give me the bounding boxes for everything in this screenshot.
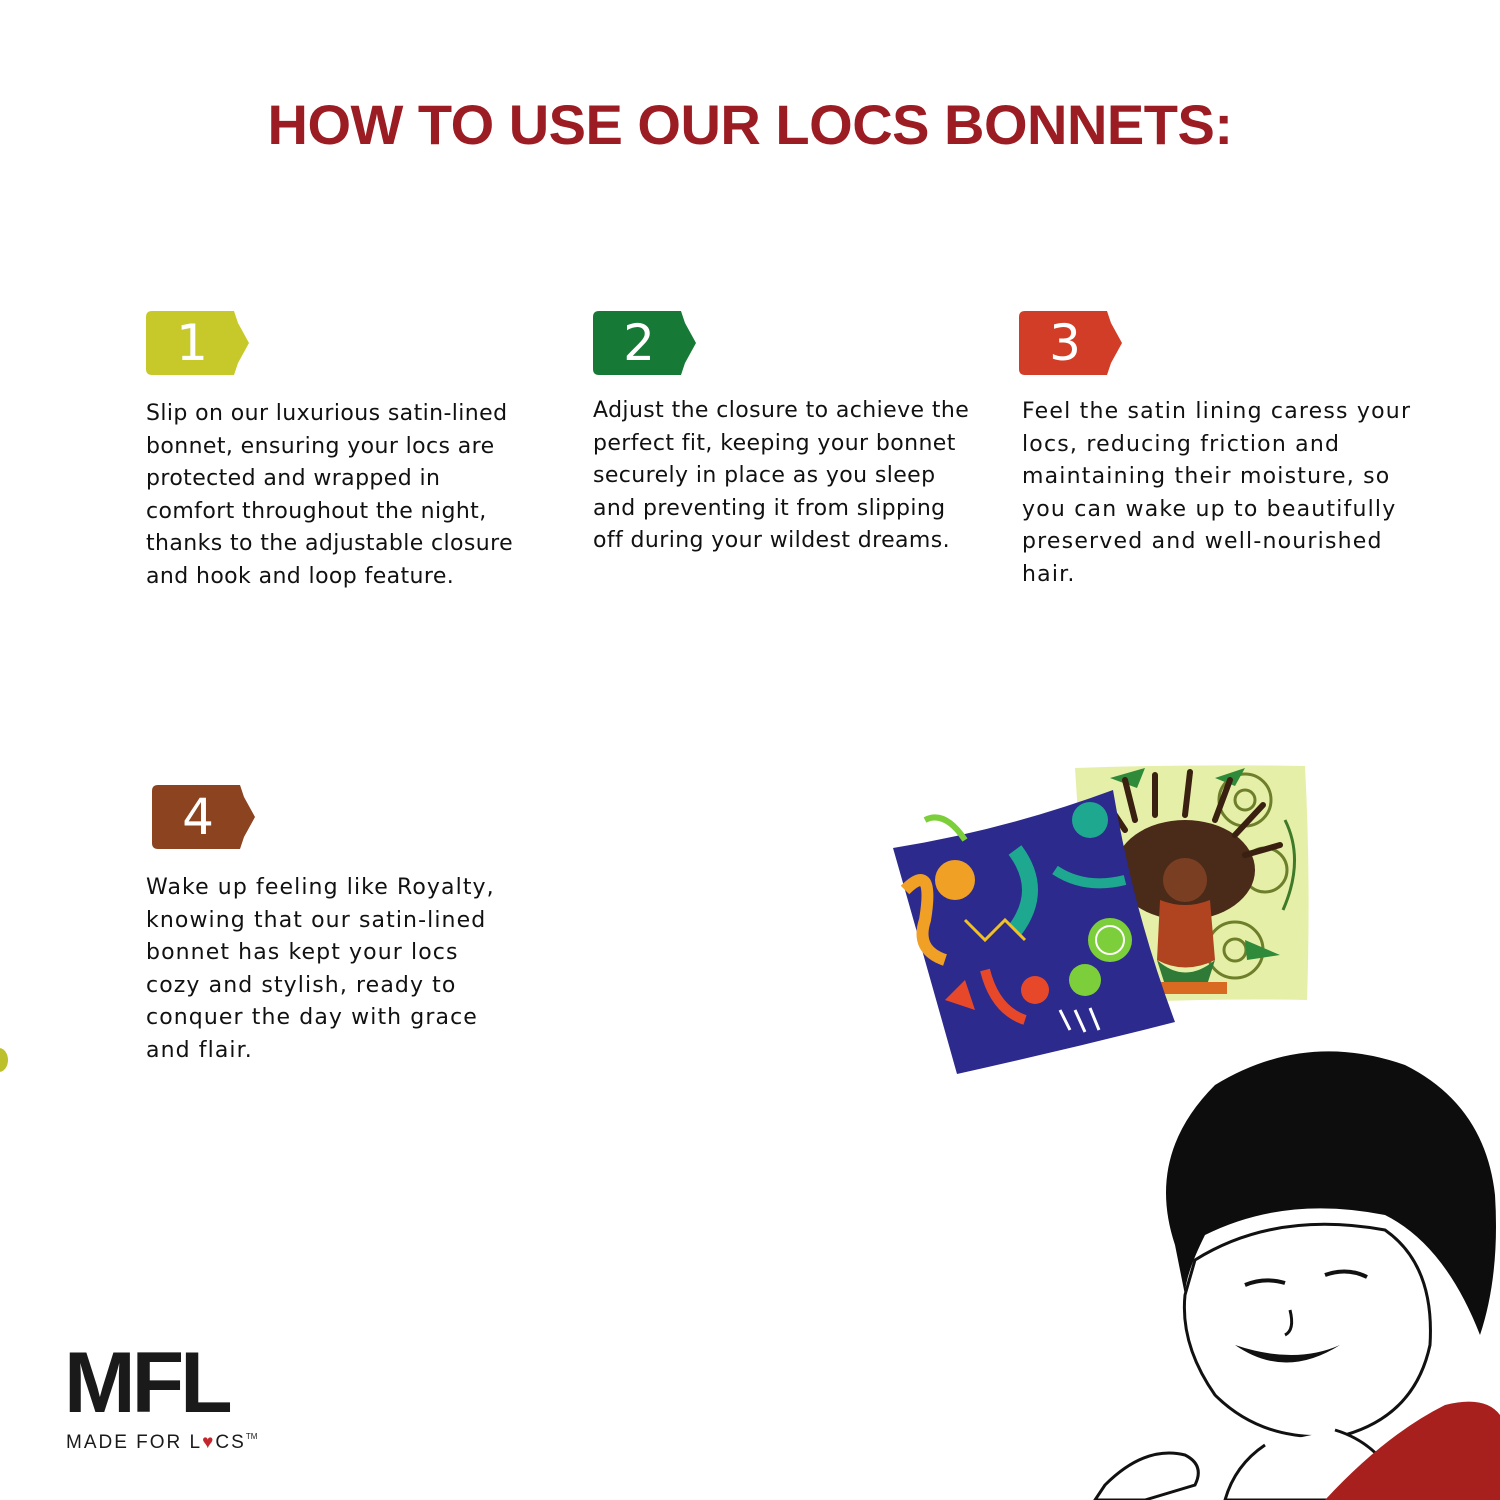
- step-3-text: Feel the satin lining caress your locs, reducing friction and maintaining their moisture, so you can wake up to beautifully preserved and well-nourished hair.: [1022, 399, 1412, 587]
- step-2-text: Adjust the closure to achieve the perfect fit, keeping your bonnet securely in place as you sleep and preventing it from slipping off during your wildest dreams.: [593, 398, 970, 554]
- heart-icon: ♥: [202, 1432, 216, 1453]
- step-2-number: 2: [623, 314, 655, 372]
- page-title: HOW TO USE OUR LOCS BONNETS:: [267, 93, 1233, 156]
- woman-in-bonnet-illustration: [1085, 1045, 1500, 1500]
- logo-tagline: MADE FOR L♥CS™: [66, 1432, 258, 1453]
- step-4-badge: [152, 785, 256, 849]
- mfl-logo: [64, 1335, 294, 1454]
- satin-scarves-image: [885, 760, 1315, 1080]
- step-3-badge: [1019, 311, 1123, 375]
- step-1-badge: [146, 311, 250, 375]
- step-2-badge: [593, 311, 697, 375]
- step-3-number: 3: [1049, 314, 1081, 372]
- step-4-text: Wake up feeling like Royalty, knowing that our satin-lined bonnet has kept your locs cozy and stylish, ready to conquer the day with grace and flair.: [146, 875, 495, 1063]
- step-4-number: 4: [182, 788, 214, 846]
- logo-mark: MFL: [64, 1335, 229, 1431]
- decorative-dot: [0, 1048, 8, 1072]
- step-1-text: Slip on our luxurious satin-lined bonnet, ensuring your locs are protected and wrapped in comfort throughout the night, thanks to the adjustable closure and hook and loop feature.: [146, 401, 514, 589]
- step-1-number: 1: [176, 314, 208, 372]
- trademark: TM: [245, 1432, 258, 1441]
